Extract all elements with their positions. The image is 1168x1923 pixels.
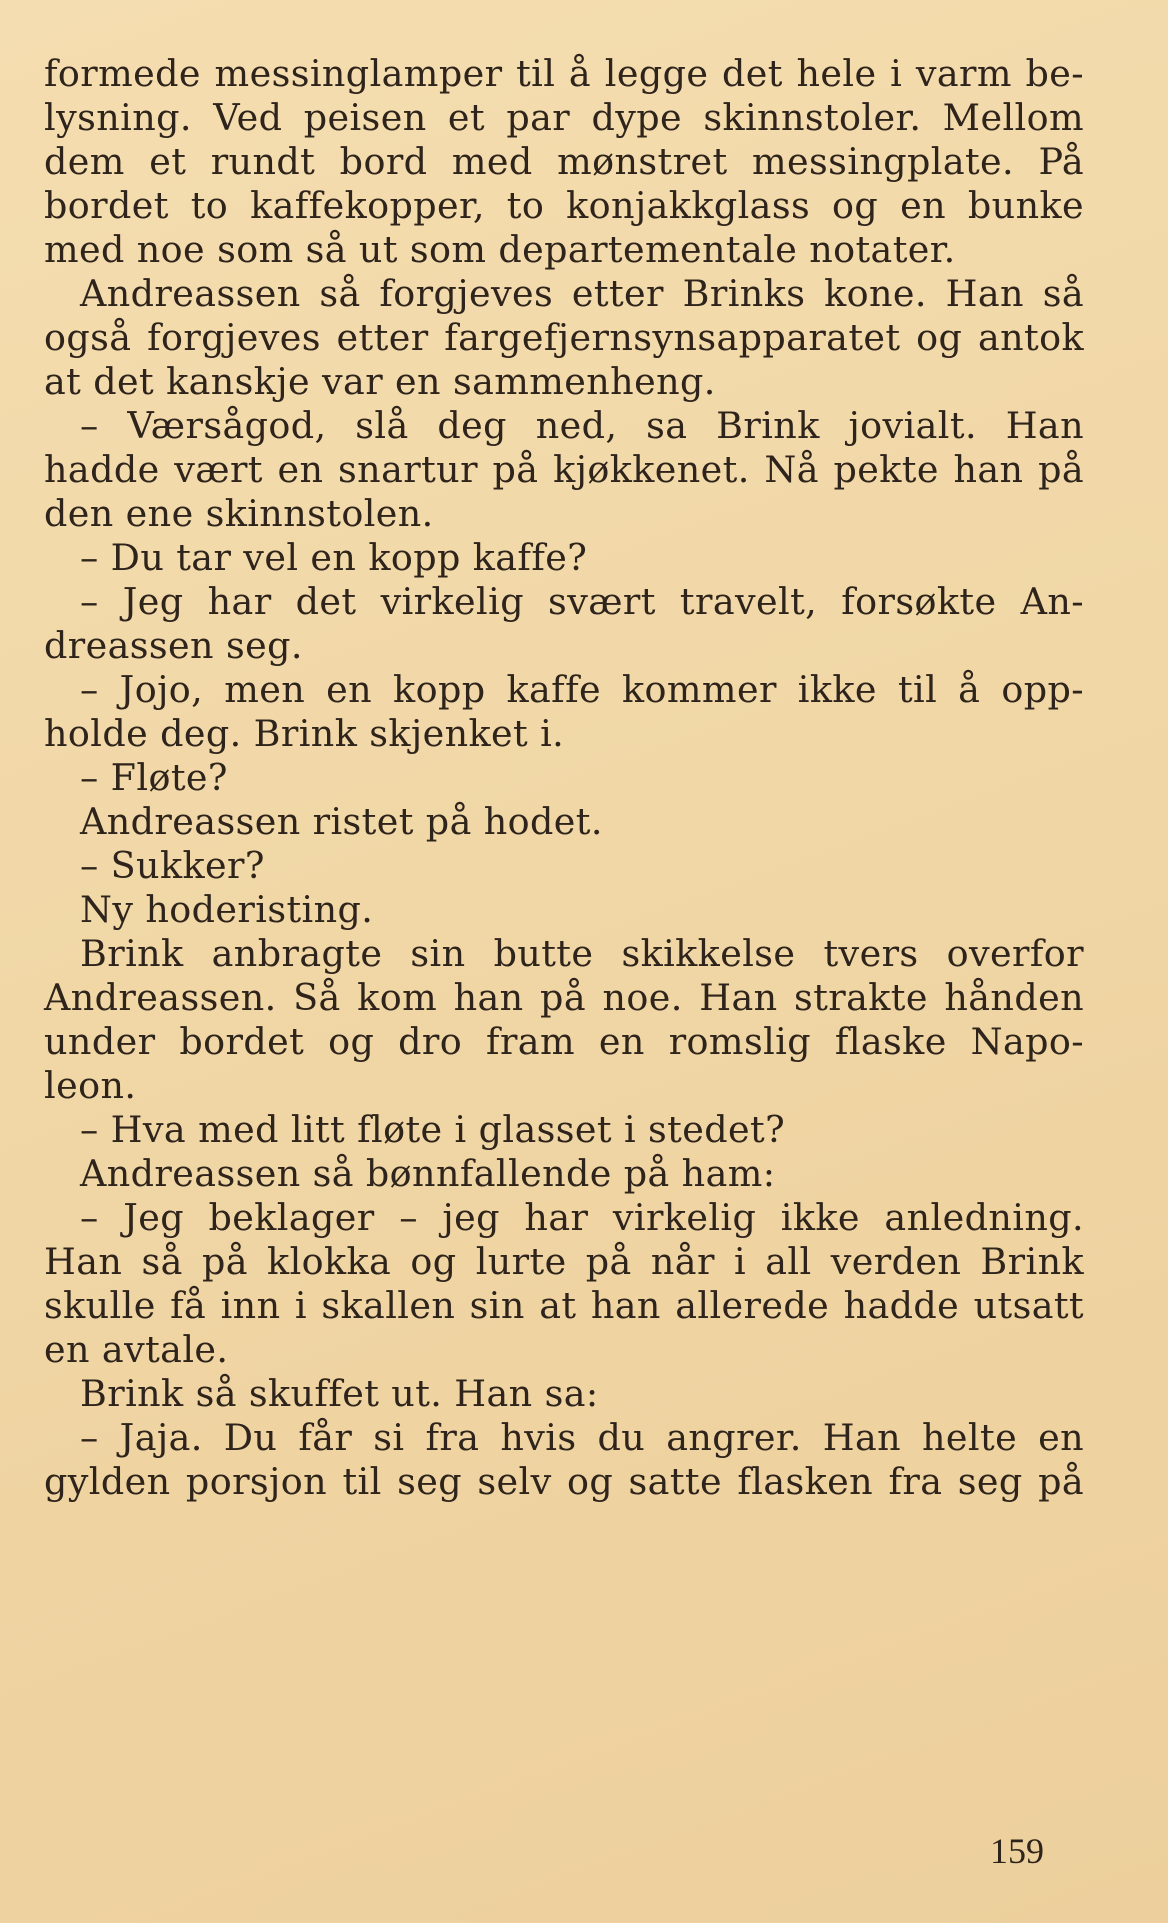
text-line: – Du tar vel en kopp kaffe? bbox=[80, 536, 588, 579]
text-line: dreassen seg. bbox=[44, 624, 303, 667]
text-line: Andreassen. Så kom han på noe. Han strakte hånden bbox=[44, 976, 1084, 1019]
text-line: – Jeg har det virkelig svært travelt, forsøkte An- bbox=[80, 580, 1084, 623]
text-line: Andreassen så forgjeves etter Brinks kone. Han så bbox=[80, 272, 1084, 315]
text-line: Ny hoderisting. bbox=[80, 888, 374, 931]
text-line: – Hva med litt fløte i glasset i stedet? bbox=[80, 1108, 786, 1151]
text-line: Brink så skuffet ut. Han sa: bbox=[80, 1372, 599, 1415]
text-line: at det kanskje var en sammenheng. bbox=[44, 360, 716, 403]
text-line: Brink anbragte sin butte skikkelse tvers overfor bbox=[80, 932, 1084, 975]
text-line: Andreassen så bønnfallende på ham: bbox=[80, 1152, 776, 1195]
text-line: leon. bbox=[44, 1064, 137, 1107]
text-line: skulle få inn i skallen sin at han allerede hadde utsatt bbox=[44, 1284, 1084, 1327]
page-number: 159 bbox=[990, 1831, 1044, 1871]
text-line: dem et rundt bord med mønstret messingplate. På bbox=[44, 140, 1084, 183]
text-line: lysning. Ved peisen et par dype skinnstoler. Mellom bbox=[44, 96, 1084, 139]
text-line: – Værsågod, slå deg ned, sa Brink jovialt. Han bbox=[80, 404, 1084, 447]
text-line: holde deg. Brink skjenket i. bbox=[44, 712, 565, 755]
text-line: gylden porsjon til seg selv og satte flasken fra seg på bbox=[44, 1460, 1084, 1503]
text-line: med noe som så ut som departementale notater. bbox=[44, 228, 956, 271]
text-line: – Sukker? bbox=[80, 844, 265, 887]
text-line: den ene skinnstolen. bbox=[44, 492, 434, 535]
text-line: under bordet og dro fram en romslig flaske Napo- bbox=[44, 1020, 1084, 1063]
text-line: hadde vært en snartur på kjøkkenet. Nå pekte han på bbox=[44, 448, 1084, 491]
text-line: – Jaja. Du får si fra hvis du angrer. Han helte en bbox=[80, 1416, 1084, 1459]
text-line: Han så på klokka og lurte på når i all verden Brink bbox=[44, 1240, 1084, 1283]
text-line: – Jojo, men en kopp kaffe kommer ikke til å opp- bbox=[80, 668, 1084, 711]
text-line: Andreassen ristet på hodet. bbox=[80, 800, 603, 843]
text-line: bordet to kaffekopper, to konjakkglass og en bunke bbox=[44, 184, 1084, 227]
text-line: – Fløte? bbox=[80, 756, 228, 799]
text-line: en avtale. bbox=[44, 1328, 229, 1371]
text-line: også forgjeves etter fargefjernsynsapparatet og antok bbox=[44, 316, 1084, 359]
text-line: – Jeg beklager – jeg har virkelig ikke anledning. bbox=[80, 1196, 1084, 1239]
text-line: formede messinglamper til å legge det hele i varm be- bbox=[44, 52, 1084, 95]
